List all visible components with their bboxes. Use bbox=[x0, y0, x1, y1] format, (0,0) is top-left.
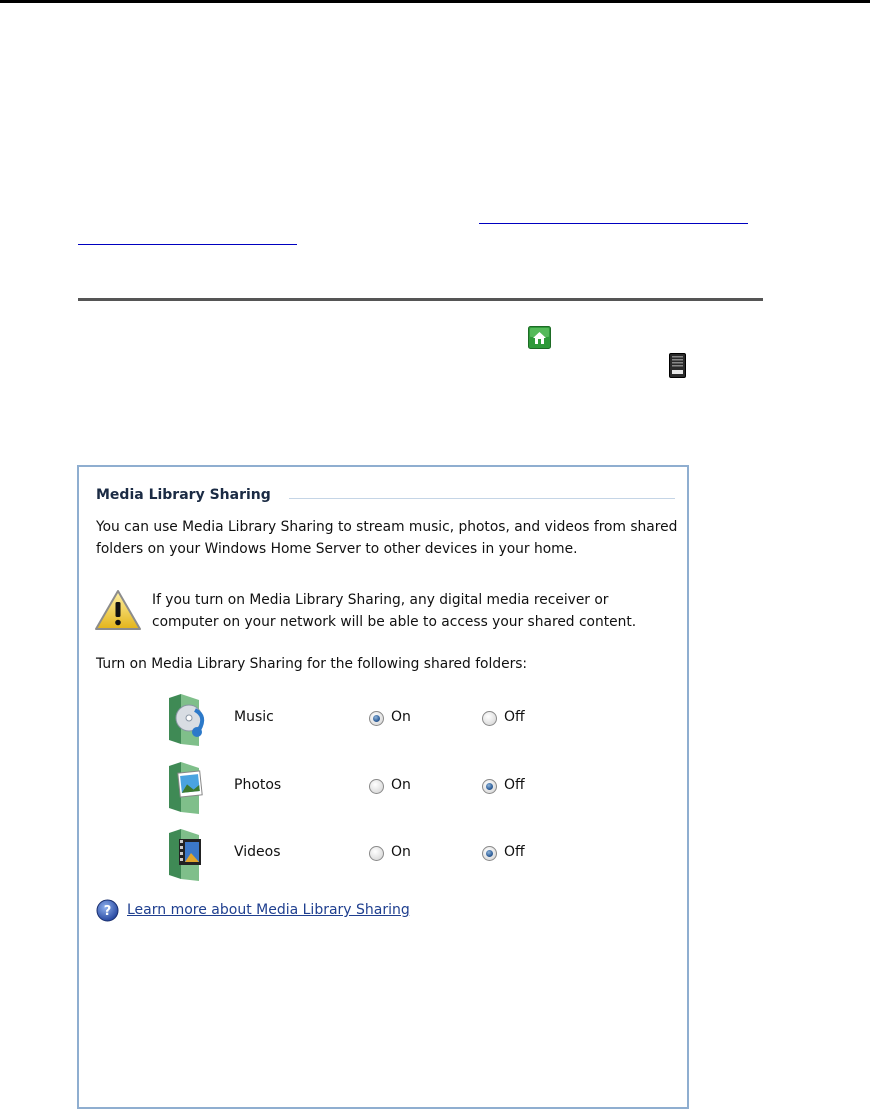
folder-name: Videos bbox=[234, 844, 281, 860]
warning-icon bbox=[94, 589, 142, 631]
folder-row-photos bbox=[79, 760, 679, 816]
learn-more-link[interactable]: Learn more about Media Library Sharing bbox=[127, 902, 410, 918]
server-icon bbox=[669, 353, 686, 378]
document-link-underline[interactable] bbox=[479, 223, 748, 224]
title-rule bbox=[289, 498, 675, 499]
media-library-sharing-panel bbox=[77, 465, 689, 1109]
music-on-label[interactable]: On bbox=[391, 709, 411, 725]
folder-name: Music bbox=[234, 709, 274, 725]
intro-text: You can use Media Library Sharing to stream music, photos, and videos from shared folders on your Windows Home Server to other devices in your home. bbox=[96, 519, 678, 557]
home-server-console-icon bbox=[528, 326, 551, 349]
help-icon[interactable] bbox=[96, 899, 119, 922]
videos-on-label[interactable]: On bbox=[391, 844, 411, 860]
music-off-radio[interactable] bbox=[482, 711, 497, 726]
videos-off-label[interactable]: Off bbox=[504, 844, 525, 860]
top-rule bbox=[0, 0, 870, 3]
panel-title: Media Library Sharing bbox=[96, 487, 279, 503]
photos-off-label[interactable]: Off bbox=[504, 777, 525, 793]
music-folder-icon bbox=[165, 692, 211, 746]
music-on-radio[interactable] bbox=[369, 711, 384, 726]
photos-on-label[interactable]: On bbox=[391, 777, 411, 793]
document-link-underline-continued[interactable] bbox=[78, 244, 297, 245]
photos-folder-icon bbox=[165, 760, 211, 814]
photos-on-radio[interactable] bbox=[369, 779, 384, 794]
videos-on-radio[interactable] bbox=[369, 846, 384, 861]
warning-text: If you turn on Media Library Sharing, any digital media receiver or computer on your network will be able to access your shared content. bbox=[152, 592, 637, 630]
videos-off-radio[interactable] bbox=[482, 846, 497, 861]
folder-row-videos bbox=[79, 827, 679, 883]
folder-row-music bbox=[79, 692, 679, 748]
svg-text:?: ? bbox=[103, 904, 112, 919]
videos-folder-icon bbox=[165, 827, 211, 881]
folders-lead-text: Turn on Media Library Sharing for the following shared folders: bbox=[96, 656, 528, 672]
folder-name: Photos bbox=[234, 777, 282, 793]
photos-off-radio[interactable] bbox=[482, 779, 497, 794]
section-rule bbox=[78, 298, 763, 301]
music-off-label[interactable]: Off bbox=[504, 709, 525, 725]
